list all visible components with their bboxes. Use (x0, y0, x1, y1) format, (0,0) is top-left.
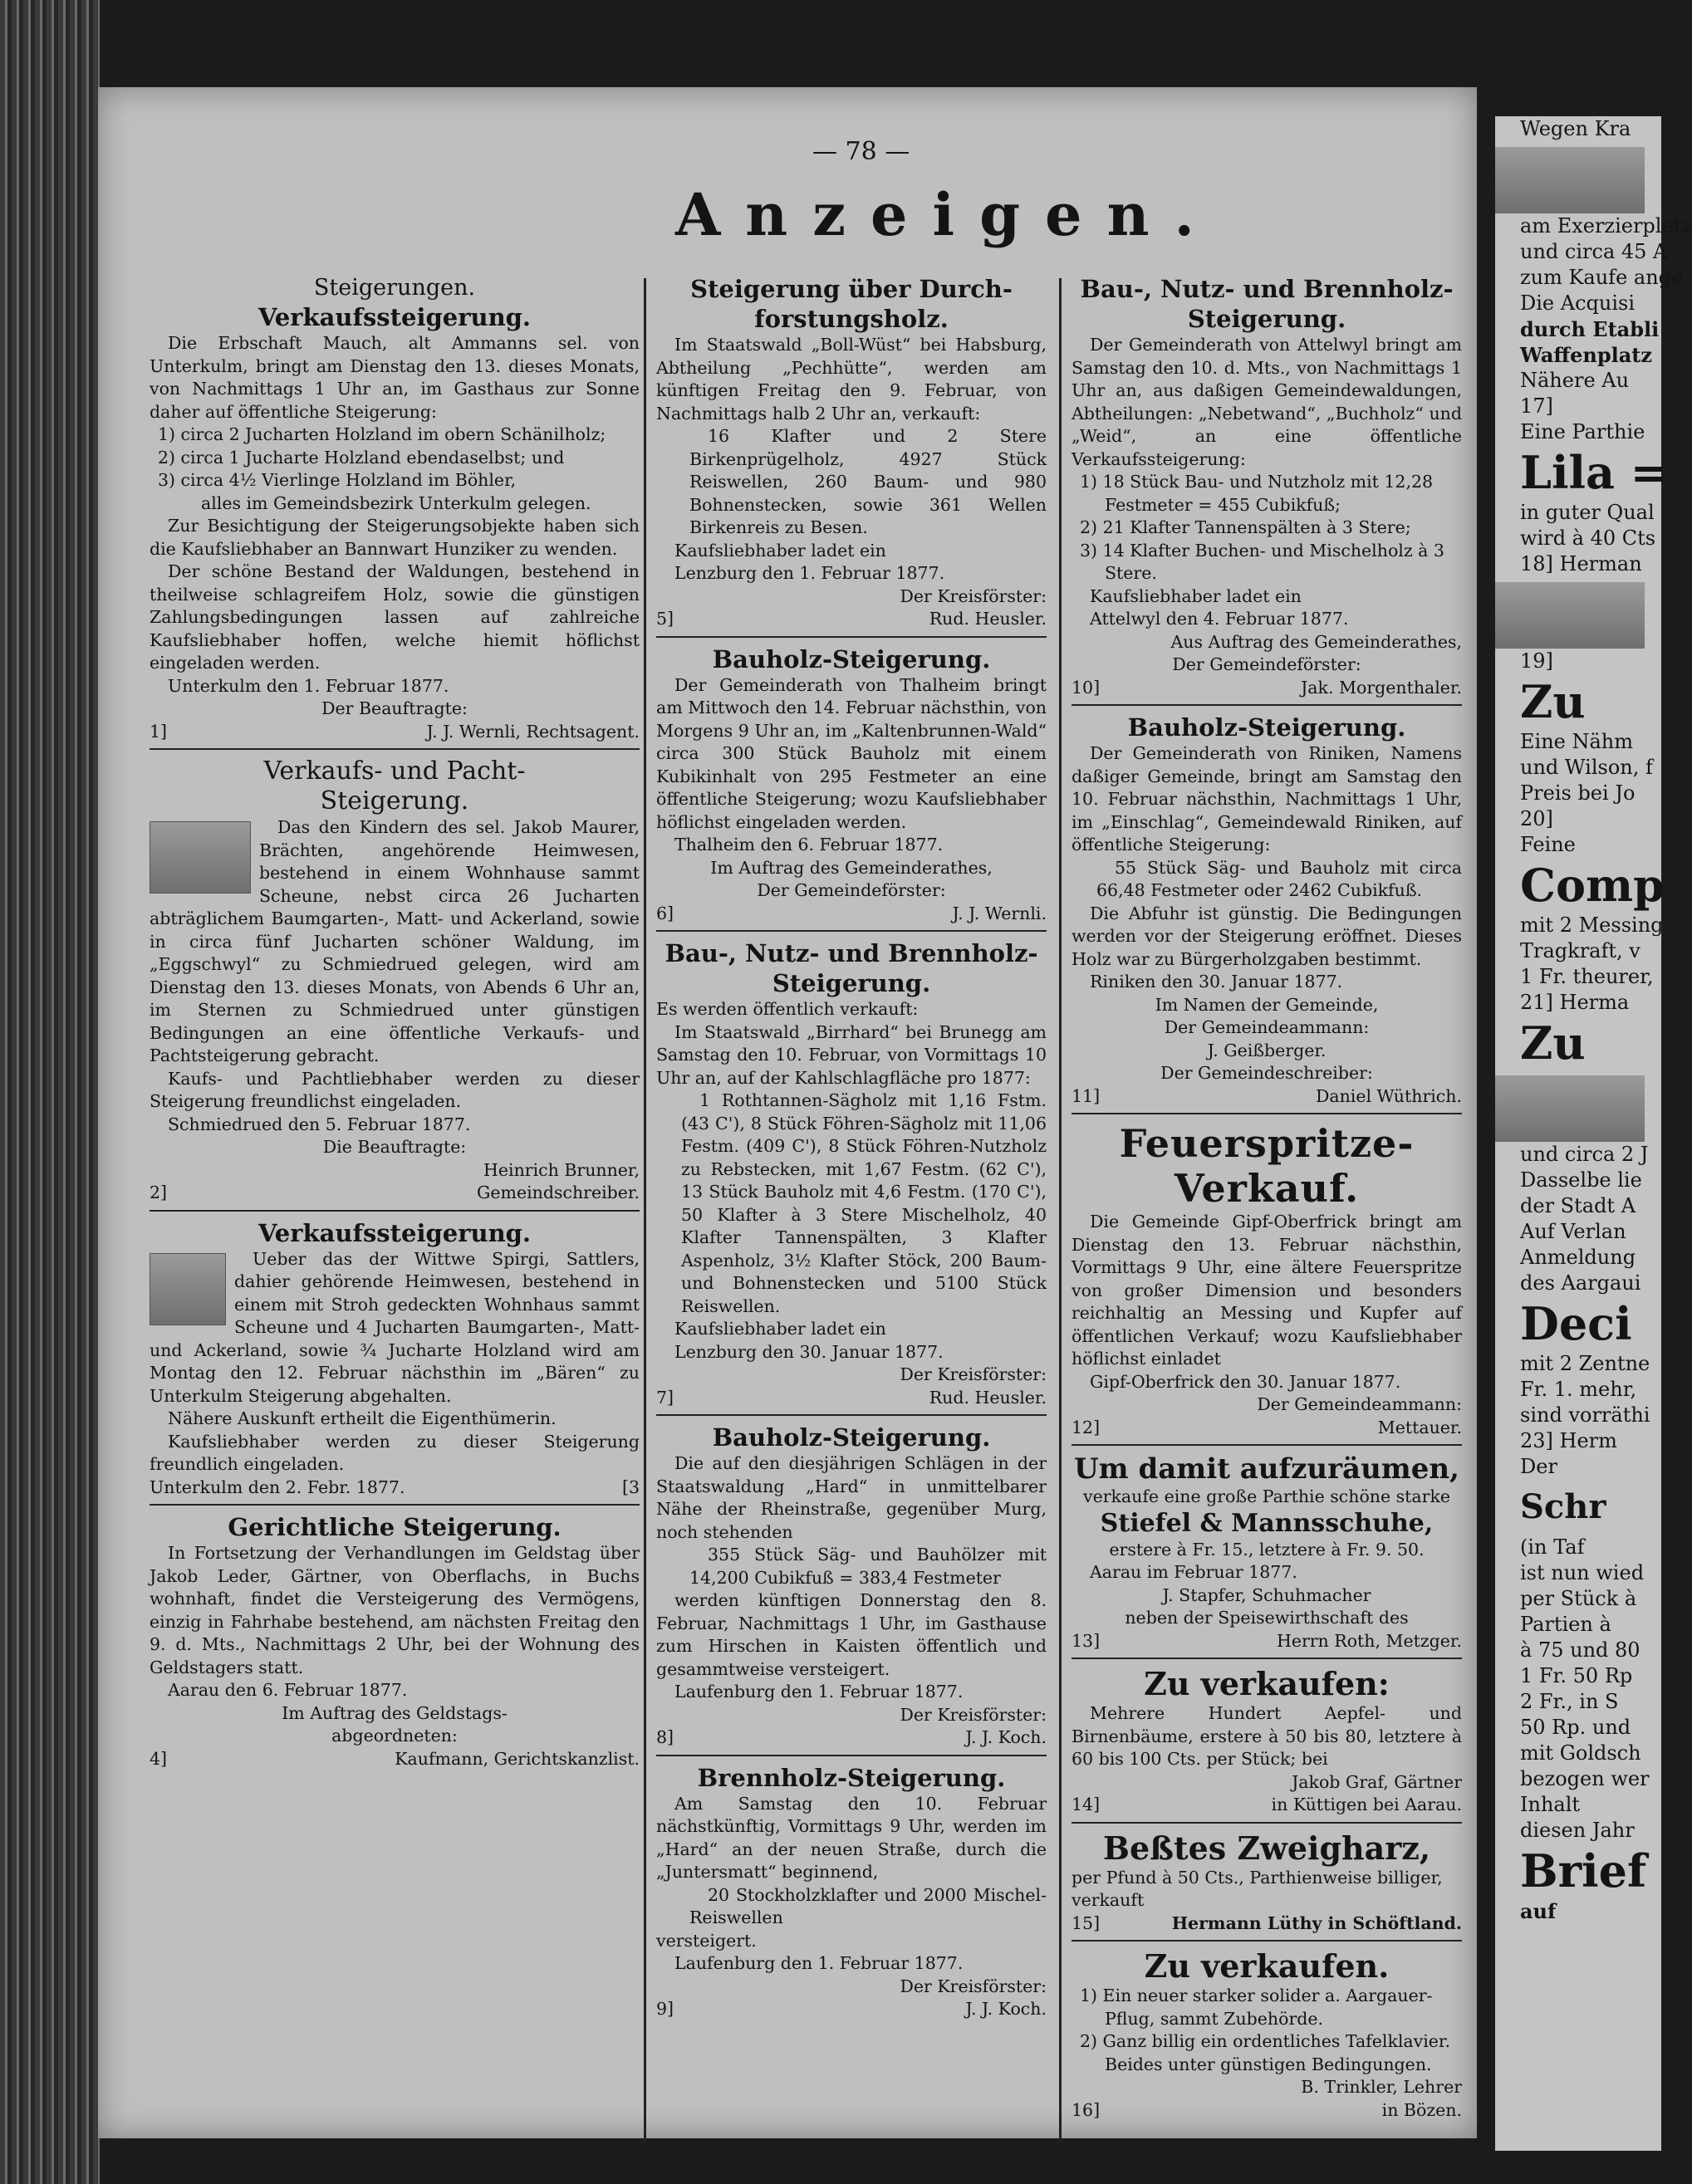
ad-role: Im Auftrag des Geldstags- (282, 1702, 508, 1723)
ad-text: Mehrere Hundert Aepfel- und Birnenbäume, erstere à 50 bis 80, letztere à 60 bis 100 Cts. per Stück; bei (1072, 1703, 1462, 1769)
book-binding (0, 0, 100, 2184)
next-page-line: durch Etabli (1520, 317, 1660, 341)
ad-items: 355 Stück Säg- und Bauhölzer mit 14,200 Cubikfuß = 383,4 Festmeter (689, 1545, 1047, 1588)
ad-text: In Fortsetzung der Verhandlungen im Geldstag über Jakob Leder, Gärtner, von Oberflachs, in Buchs wohnhaft, findet die Versteigerung des Vermögens, einzig in Fahrhabe bestehend, am nächsten Freitag den 9. d. Mts., Nachmittags 2 Uhr, bei der Wohnung des Geldstagers statt. (150, 1543, 640, 1677)
ad-title: Zu verkaufen: (1144, 1665, 1390, 1702)
ad-title: Bauholz-Steigerung. (1127, 713, 1406, 742)
ad-role: Der Kreisförster: (900, 585, 1047, 606)
ad-text: versteigert. (656, 1930, 757, 1951)
next-page-line: der Stadt A (1520, 1194, 1636, 1217)
ad-items: 1 Rothtannen-Sägholz mit 1,16 Fstm. (43 C'), 8 Stück Föhren-Sägholz mit 11,06 Festm. (409 C'), 8 Stück Föhren-Nutzholz zu Rebstecken, mit 1,67 Festm. (62 C'), 13 Stück Bauholz mit 4,6 Festm. (170 C'), 50 Klafter à 3 Stere Mischelholz, 40 Klafter Tannenspälten, 3 Klafter Aspenholz, 3½ Klafter Stöck, 200 Baum- und Bohnenstecken und 5100 Stück Reiswellen. (681, 1090, 1047, 1316)
ad-text: Das den Kindern des sel. Jakob Maurer, Brächten, angehörende Heimwesen, bestehend in einem Wohnhause sammt Scheune, nebst circa 26 Jucharten abträglichem Baumgarten-, Matt- und Ackerland, sowie in circa fünf Jucharten schöner Waldung, im „Eggschwyl“ zu Schmiedrued gelegen, wird am Dienstag den 13. dieses Monats, von Abends 6 Uhr an, im Sternen zu Schmiedrued unter günstigen Bedingungen an eine öffentliche Verkaufs- und Pachtsteigerung gebracht. (150, 817, 640, 1065)
ad-date: Aarau im Februar 1877. (1090, 1562, 1297, 1582)
ad-title: Feuerspritze-Verkauf. (1119, 1121, 1415, 1211)
next-page-line: Preis bei Jo (1520, 781, 1636, 805)
ad-text: Die Gemeinde Gipf-Oberfrick bringt am Dienstag den 13. Februar nächsthin, Vormittags 9 Uhr, eine ältere Feuerspritze von großer Dimension und besonders reichhaltig an Messing und Kupfer auf öffentlichen Verkauf; wozu Kaufsliebhaber höflichst einladet (1072, 1212, 1462, 1369)
ad-signer: Heinrich Brunner, (483, 1159, 640, 1180)
next-page-line: mit 2 Messing (1520, 913, 1664, 937)
ad-number: 11] (1072, 1085, 1101, 1106)
page-number: — 78 — (812, 137, 910, 166)
next-page-line: Anmeldung (1520, 1246, 1636, 1269)
ad-role: Der Gemeindeschreiber: (1160, 1063, 1373, 1083)
ad-number: 8] (656, 1727, 674, 1747)
ad-item: 3) circa 4½ Vierlinge Holzland im Böhler, (158, 470, 517, 490)
ad-role: Im Namen der Gemeinde, (1155, 994, 1379, 1015)
column-rule (644, 278, 646, 2142)
next-page-line: diesen Jahr (1520, 1819, 1635, 1842)
ad-role: Im Auftrag des Gemeinderathes, (710, 857, 993, 878)
ad-text: Der Gemeinderath von Attelwyl bringt am Samstag den 10. d. Mts., von Nachmittags 1 Uhr an, aus daßigen Gemeindewaldungen, Abtheilungen: „Nebetwand“, „Buchholz“ und „Weid“, an eine öffentliche Verkaufssteigerung: (1072, 335, 1462, 469)
ad-role: Der Gemeindeammann: (1257, 1394, 1462, 1414)
next-page-line: 1 Fr. theurer, (1520, 965, 1654, 988)
next-page-line: 19] (1520, 649, 1553, 673)
divider (150, 1210, 640, 1212)
next-page-line: bezogen wer (1520, 1767, 1650, 1790)
ad-item: 1) Ein neuer starker solider a. Aargauer-Pflug, sammt Zubehörde. (1080, 1986, 1433, 2029)
ad-number: 1] (150, 721, 168, 742)
ad-number: 15] (1072, 1912, 1101, 1933)
next-page-line: 18] Herman (1520, 552, 1642, 575)
ad-signer: Mettauer. (1377, 1417, 1462, 1437)
ad-number: 12] (1072, 1417, 1101, 1437)
ad-title: Beßtes Zweigharz, (1102, 1829, 1431, 1867)
masthead: Anzeigen. (675, 180, 1219, 249)
ad-role: Aus Auftrag des Gemeinderathes, (1170, 631, 1462, 652)
next-page-line: 20] (1520, 807, 1553, 830)
next-page-line: zum Kaufe ange (1520, 266, 1684, 289)
ad-title: forstungsholz. (754, 305, 949, 333)
next-page-line: per Stück à (1520, 1587, 1637, 1610)
ad-signer: in Küttigen bei Aarau. (1271, 1795, 1462, 1814)
next-page-line: Brief (1520, 1844, 1647, 1898)
ad-text: Kaufs- und Pachtliebhaber werden zu dieser Steigerung freundlichst eingeladen. (150, 1068, 640, 1111)
next-page-line: Dasselbe lie (1520, 1168, 1642, 1192)
ad-signer: J. J. Wernli. (952, 903, 1047, 923)
next-page-line: Der (1520, 1455, 1557, 1478)
ad-text: Zur Besichtigung der Steigerungsobjekte haben sich die Kaufsliebhaber an Bannwart Hunziker zu wenden. (150, 516, 640, 559)
ad-text: Der schöne Bestand der Waldungen, bestehend in theilweise schlagreifem Holz, sowie die günstigen Zahlungsbedingungen lassen auf zahlreiche Kaufsliebhaber hoffen, welche hiemit höflichst eingeladen werden. (150, 561, 640, 673)
next-page-line: 1 Fr. 50 Rp (1520, 1664, 1633, 1687)
ad-item: 2) circa 1 Jucharte Holzland ebendaselbst; und (158, 447, 565, 468)
ad-items: 55 Stück Säg- und Bauholz mit circa 66,48 Festmeter oder 2462 Cubikfuß. (1096, 857, 1462, 900)
ad-text: Ueber das der Wittwe Spirgi, Sattlers, dahier gehörende Heimwesen, bestehend in einem mit Stroh gedeckten Wohnhaus sammt Scheune und 4 Jucharten Baumgarten-, Matt- und Ackerland, sowie ¾ Jucharte Holzland wird am Montag den 12. Februar nächsthin im „Bären“ zu Unterkulm Steigerung abgehalten. (150, 1248, 640, 1406)
next-page-line: 50 Rp. und (1520, 1716, 1631, 1739)
next-page-line: Fr. 1. mehr, (1520, 1378, 1637, 1401)
ad-title: Gerichtliche Steigerung. (228, 1513, 562, 1541)
divider (656, 636, 1047, 638)
ad-text: erstere à Fr. 15., letztere à Fr. 9. 50. (1109, 1539, 1425, 1560)
next-page-line: sind vorräthi (1520, 1403, 1650, 1427)
ad-text: Im Staatswald „Birrhard“ bei Brunegg am Samstag den 10. Februar, von Vormittags 10 Uhr an, auf der Kahlschlagfläche pro 1877: (656, 1021, 1047, 1088)
ad-number: 5] (656, 609, 674, 629)
next-page-line: Comp (1520, 859, 1665, 912)
divider (1072, 1658, 1462, 1659)
ad-text: Am Samstag den 10. Februar nächstkünftig, Vormittags 9 Uhr, werden im „Hard“ an der neuen Straße, durch die „Juntersmatt“ beginnend, (656, 1793, 1047, 1882)
next-page-line: à 75 und 80 (1520, 1638, 1641, 1662)
divider (1072, 1444, 1462, 1446)
next-page-line: Nähere Au (1520, 369, 1630, 392)
next-page-line: in guter Qual (1520, 501, 1655, 524)
divider (1072, 1822, 1462, 1824)
next-page-line: auf (1520, 1899, 1557, 1923)
next-page-line: Schr (1520, 1487, 1606, 1526)
ad-title: Bauholz-Steigerung. (712, 644, 991, 673)
column-2 (656, 274, 1047, 2021)
ad-role: abgeordneten: (331, 1726, 458, 1746)
ad-title: Verkaufssteigerung. (257, 303, 532, 331)
ad-role: Die Beauftragte: (322, 1137, 467, 1157)
ad-number: [3 (621, 1476, 640, 1497)
ad-signer: Jakob Graf, Gärtner (1292, 1771, 1462, 1792)
ad-text: Die Erbschaft Mauch, alt Ammanns sel. von Unterkulm, bringt am Dienstag den 13. dieses Monats, von Nachmittags 1 Uhr an, im Gasthaus zur Sonne daher auf öffentliche Steigerung: (150, 333, 640, 422)
ad-text: Kaufsliebhaber werden zu dieser Steigerung freundlich eingeladen. (150, 1431, 640, 1474)
ad-title: Stiefel & Mannsschuhe, (1100, 1508, 1434, 1538)
ad-text: verkaufe eine große Parthie schöne starke (1082, 1486, 1450, 1506)
ad-number: 6] (656, 903, 674, 923)
ad-date: Lenzburg den 30. Januar 1877. (674, 1341, 944, 1362)
ad-role: Der Kreisförster: (900, 1364, 1047, 1384)
ad-number: 4] (150, 1748, 168, 1769)
column-1 (150, 274, 640, 1770)
next-page-line: Zu (1520, 675, 1586, 728)
ad-text: alles im Gemeindsbezirk Unterkulm gelegen. (201, 492, 591, 513)
ad-number: 14] (1072, 1795, 1101, 1814)
ad-text: Im Staatswald „Boll-Wüst“ bei Habsburg, Abtheilung „Pechhütte“, werden am künftigen Freitag den 9. Februar, von Nachmittags halb 2 Uhr an, verkauft: (656, 335, 1047, 424)
divider (656, 930, 1047, 932)
ad-text: Nähere Auskunft ertheilt die Eigenthümerin. (168, 1408, 557, 1428)
ad-title: Zu verkaufen. (1144, 1947, 1390, 1985)
ad-role: Der Gemeindeammann: (1164, 1017, 1370, 1037)
ad-title: Steigerung. (772, 969, 931, 997)
ad-signer: in Bözen. (1381, 2099, 1462, 2120)
next-page-line: Lila = (1520, 446, 1669, 499)
ad-role: Der Beauftragte: (321, 698, 468, 718)
ad-title: Bau-, Nutz- und Brennholz- (665, 939, 1038, 967)
ad-title: Steigerung. (1187, 305, 1346, 333)
next-page-line: Auf Verlan (1520, 1220, 1626, 1243)
ad-item: 3) 14 Klafter Buchen- und Mischelholz à 3 Stere. (1080, 540, 1444, 583)
ad-date: Attelwyl den 4. Februar 1877. (1090, 609, 1349, 629)
house-illustration (150, 1253, 226, 1325)
ad-date: Laufenburg den 1. Februar 1877. (674, 1682, 964, 1702)
ad-date: Laufenburg den 1. Februar 1877. (674, 1953, 964, 1973)
next-page-line: ist nun wied (1520, 1561, 1645, 1584)
next-page-line: des Aargaui (1520, 1271, 1641, 1295)
next-page-line: 17] (1520, 394, 1553, 418)
ad-item: 1) 18 Stück Bau- und Nutzholz mit 12,28 Festmeter = 455 Cubikfuß; (1080, 472, 1434, 515)
ad-date: Riniken den 30. Januar 1877. (1090, 972, 1343, 992)
ad-title: Um damit aufzuräumen, (1074, 1452, 1459, 1486)
next-page-line: 2 Fr., in S (1520, 1690, 1619, 1713)
ad-role: Der Gemeindeförster: (757, 880, 946, 900)
ad-item: 2) Ganz billig ein ordentliches Tafelklavier. Beides unter günstigen Bedingungen. (1080, 2031, 1450, 2074)
ad-signer: J. Stapfer, Schuhmacher (1162, 1584, 1371, 1605)
ad-signer: Gemeindschreiber. (477, 1183, 640, 1202)
ad-items: 16 Klafter und 2 Stere Birkenprügelholz, 4927 Stück Reiswellen, 260 Baum- und 980 Bohnenstecken, sowie 361 Wellen Birkenreis zu Besen. (689, 426, 1047, 537)
ad-date: Unterkulm den 1. Februar 1877. (168, 675, 449, 696)
ad-text: Kaufsliebhaber ladet ein (1090, 585, 1302, 606)
next-page-line: wird à 40 Cts (1520, 526, 1656, 550)
next-page-line: und circa 45 A (1520, 240, 1668, 263)
ad-signer: J. Geißberger. (1207, 1040, 1327, 1060)
ad-signer: Rud. Heusler. (929, 609, 1047, 629)
divider (150, 748, 640, 750)
ad-date: Unterkulm den 2. Febr. 1877. (150, 1476, 405, 1497)
ad-title: Steigerung. (320, 786, 469, 815)
ad-number: 13] (1072, 1630, 1101, 1651)
next-page-line: Zu (1520, 1016, 1586, 1070)
next-page-line: Partien à (1520, 1613, 1611, 1636)
ad-text: Die auf den diesjährigen Schlägen in der Staatswaldung „Hard“ in unmittelbarer Nähe der Rheinstraße, gegenüber Murg, noch stehenden (656, 1453, 1047, 1542)
illustration (1495, 582, 1645, 649)
ad-text: Kaufsliebhaber ladet ein (674, 1319, 886, 1339)
next-page-line: am Exerzierplatz (1520, 214, 1692, 237)
ad-text: Der Gemeinderath von Thalheim bringt am Mittwoch den 14. Februar nächsthin, von Morgens 9 Uhr an, im „Kaltenbrunnen-Wald“ circa 300 Stück Bauholz mit einem Kubikinhalt von 295 Festmeter an eine öffentliche Steigerung; wozu Kaufsliebhaber höflichst eingeladen werden. (656, 674, 1047, 832)
ad-date: Aarau den 6. Februar 1877. (168, 1680, 408, 1700)
column-rule (1059, 278, 1062, 2142)
ad-title: Verkaufs- und Pacht- (263, 757, 526, 786)
section-title: Steigerungen. (313, 275, 476, 301)
ad-signer: B. Trinkler, Lehrer (1301, 2077, 1462, 2097)
next-page-line: Waffenplatz (1520, 343, 1652, 367)
ad-role: Der Kreisförster: (900, 1976, 1047, 1996)
illustration (1495, 1075, 1645, 1142)
ad-title: Steigerung über Durch- (690, 275, 1013, 303)
ad-date: Lenzburg den 1. Februar 1877. (674, 563, 945, 583)
next-page-line: 21] Herma (1520, 991, 1630, 1014)
ad-signer: J. J. Koch. (965, 1727, 1047, 1747)
ad-date: Thalheim den 6. Februar 1877. (674, 835, 944, 855)
ad-number: 10] (1072, 677, 1101, 698)
next-page-line: Inhalt (1520, 1793, 1581, 1816)
divider (656, 1755, 1047, 1756)
house-illustration (150, 821, 251, 894)
ad-text: Der Gemeinderath von Riniken, Namens daßiger Gemeinde, bringt am Samstag den 10. Februar nächsthin, Nachmittags 1 Uhr, im „Einschlag“, Gemeindewald Riniken, auf öffentliche Steigerung: (1072, 743, 1462, 855)
ad-role: Der Gemeindeförster: (1172, 654, 1361, 674)
ad-title: Verkaufssteigerung. (257, 1218, 532, 1247)
ad-text: per Pfund à 50 Cts., Parthienweise billiger, verkauft (1072, 1867, 1443, 1910)
next-page-line: und Wilson, f (1520, 756, 1653, 779)
ad-items: 20 Stockholzklafter und 2000 Mischel-Reiswellen (689, 1884, 1047, 1927)
ad-number: 9] (656, 1999, 674, 2019)
ad-signer: Kaufmann, Gerichtskanzlist. (395, 1748, 640, 1769)
ad-signer: Jak. Morgenthaler. (1301, 677, 1462, 698)
divider (150, 1504, 640, 1506)
ad-text: werden künftigen Donnerstag den 8. Februar, Nachmittags 1 Uhr, im Gasthause zum Hirschen in Kaisten öffentlich und gesammtweise versteigert. (656, 1590, 1047, 1679)
ad-date: Schmiedrued den 5. Februar 1877. (168, 1114, 471, 1134)
ad-item: 2) 21 Klafter Tannenspälten à 3 Stere; (1080, 517, 1411, 537)
next-page-line: Tragkraft, v (1520, 939, 1641, 962)
next-page-line: Eine Parthie (1520, 420, 1645, 443)
next-page-line: (in Taf (1520, 1535, 1585, 1559)
ad-signer: Hermann Lüthy in Schöftland. (1171, 1912, 1462, 1933)
house-illustration (1495, 147, 1645, 213)
ad-signer: neben der Speisewirthschaft des (1125, 1608, 1409, 1628)
ad-signer: Daniel Wüthrich. (1315, 1085, 1462, 1106)
adjacent-page (1495, 116, 1692, 2151)
ad-title: Bau-, Nutz- und Brennholz- (1080, 275, 1454, 303)
next-page-line: und circa 2 J (1520, 1143, 1649, 1166)
ad-text: Es werden öffentlich verkauft: (656, 999, 919, 1019)
ad-number: 2] (150, 1183, 168, 1202)
next-page-line: Deci (1520, 1297, 1632, 1350)
ad-signer: Herrn Roth, Metzger. (1276, 1630, 1462, 1651)
ad-number: 16] (1072, 2099, 1101, 2120)
next-page-line: Feine (1520, 833, 1576, 856)
ad-signer: Rud. Heusler. (929, 1387, 1047, 1408)
next-page-line: Die Acquisi (1520, 291, 1636, 315)
ad-item: 1) circa 2 Jucharten Holzland im obern Schänilholz; (158, 424, 606, 444)
ad-signer: J. J. Wernli, Rechtsagent. (426, 721, 640, 742)
ad-text: Die Abfuhr ist günstig. Die Bedingungen werden vor der Steigerung eröffnet. Dieses Holz war zu Bürgerholzgaben bestimmt. (1072, 903, 1462, 969)
ad-text: Kaufsliebhaber ladet ein (674, 540, 886, 561)
next-page-line: Wegen Kra (1520, 117, 1631, 140)
next-page-line: Eine Nähm (1520, 730, 1634, 753)
ad-number: 7] (656, 1387, 674, 1408)
ad-role: Der Kreisförster: (900, 1704, 1047, 1725)
ad-signer: J. J. Koch. (965, 1999, 1047, 2019)
ad-title: Brennholz-Steigerung. (697, 1763, 1006, 1792)
ad-title: Bauholz-Steigerung. (712, 1423, 991, 1452)
next-page-line: mit 2 Zentne (1520, 1352, 1650, 1375)
next-page-line: mit Goldsch (1520, 1741, 1641, 1765)
next-page-line: 23] Herm (1520, 1429, 1617, 1452)
divider (1072, 704, 1462, 706)
divider (1072, 1113, 1462, 1114)
divider (656, 1414, 1047, 1416)
column-3 (1072, 274, 1462, 2122)
divider (1072, 1940, 1462, 1942)
ad-date: Gipf-Oberfrick den 30. Januar 1877. (1090, 1371, 1401, 1392)
